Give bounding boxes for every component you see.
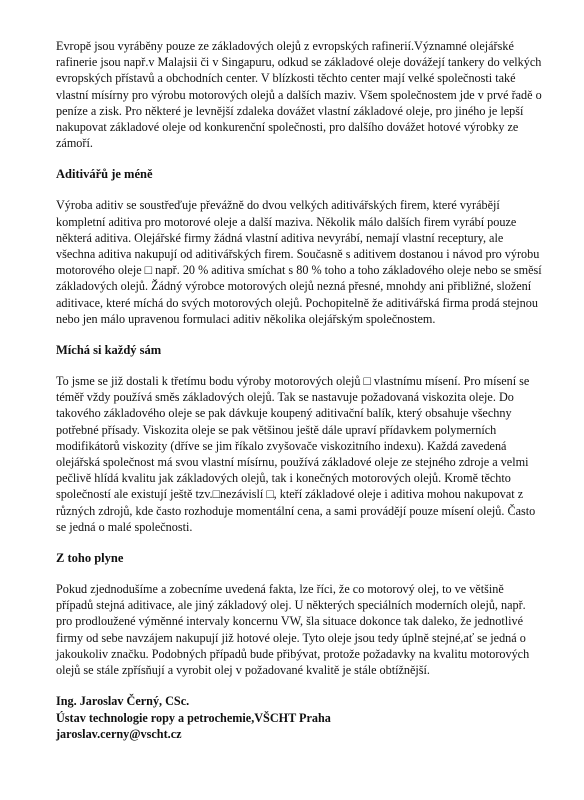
spacer [56, 151, 542, 166]
document-page [56, 38, 542, 743]
section-paragraph-additives: Výroba aditiv se soustřeďuje převážně do dvou velkých aditivářských firem, které vyrábějí kompletní aditiva pro motorové oleje a další maziva. Několik málo dalších firem vyrábí pouze některá aditiva. Olejářské firmy žádná vlastní aditiva nevyrábí, nemají vlastní receptury, ale všechna aditiva nakupují od aditivářských firem. Současně s aditivem dostanou i návod pro výrobu motorového oleje □ např. 20 % aditiva smíchat s 80 % toho a toho základového oleje nebo se směsí základových olejů. Žádný výrobce motorových olejů nezná přesné, mnohdy ani přibližné, složení aditivace, které míchá do svých motorových olejů. Pochopitelně že aditivářská firma prodá stejnou nebo jen málo upravenou formulaci aditiv několika olejářským společnostem. [56, 198, 542, 326]
section-heading-additives: Aditivářů je méně [56, 167, 153, 182]
spacer [56, 358, 542, 373]
spacer [56, 327, 542, 342]
section-paragraph-blending: To jsme se již dostali k třetímu bodu výroby motorových olejů □ vlastnímu mísení. Pro mísení se téměř vždy používá směs základových olejů. Tak se nastavuje požadovaná viskozita oleje. Do takového základového oleje se pak dávkuje koupený aditivační balík, který obsahuje všechny potřebné přísady. Viskozita oleje se pak většinou ještě dále upraví přídavkem polymerních modifikátorů viskozity (dříve se jim říkalo zvyšovače viskozitního indexu). Každá zavedená olejářská společnost má svou vlastní mísírnu, používá základové oleje ze stejného zdroje a velmi pečlivě hlídá kvalitu jak základových olejů, tak i konečných motorových olejů. Kromě těchto společností ale existují ještě tzv.□nezávislí □, kteří základové oleje i aditiva mohou nakupovat z různých zdrojů, kde často rozhoduje momentální cena, a sami provádějí pouze mísení olejů. Často se jedná o malé společnosti. [56, 374, 536, 534]
section-paragraph-conclusion: Pokud zjednodušíme a zobecníme uvedená fakta, lze říci, že co motorový olej, to ve většině případů stejná aditivace, ale jiný základový olej. U některých speciálních moderních olejů, např. pro prodloužené výměnné intervaly koncernu VW, šla situace dokonce tak daleko, že jednotlivé firmy od sebe navzájem nakupují již hotové oleje. Tyto oleje jsou tedy úplně stejné,ať se jedná o jakoukoliv značku. Podobných případů bude přibývat, protože požadavky na kvalitu motorových olejů se stále zpřísňují a vyrobit olej v požadované kvalitě je stále obtížnější. [56, 582, 530, 678]
section-heading-conclusion: Z toho plyne [56, 551, 124, 566]
author-email: jaroslav.cerny@vscht.cz [56, 727, 182, 742]
spacer [56, 535, 542, 550]
spacer [56, 182, 542, 197]
intro-paragraph: Evropě jsou vyráběny pouze ze základových olejů z evropských rafinerií.Významné olejářské rafinerie jsou např.v Malajsii či v Singapuru, odkud se základové oleje dovážejí tankery do velkých evropských přístavů a obchodních center. V blízkosti těchto center mají velké společnosti také vlastní mísírny pro výrobu motorových olejů a dalších maziv. Všem společnostem jde v prvé řadě o peníze a zisk. Pro některé je levnější zdaleka dovážet vlastní základové oleje, pro jiného je lepší nakupovat základové oleje od konkurenční společnosti, pro dalšího dovážet hotové výrobky ze zámoří. [56, 39, 542, 151]
section-heading-blending: Míchá si každý sám [56, 343, 162, 358]
spacer [56, 566, 542, 581]
author-name: Ing. Jaroslav Černý, CSc. [56, 694, 190, 709]
spacer [56, 678, 542, 693]
author-institution: Ústav technologie ropy a petrochemie,VŠCHT Praha [56, 710, 331, 725]
author-block [56, 693, 542, 743]
